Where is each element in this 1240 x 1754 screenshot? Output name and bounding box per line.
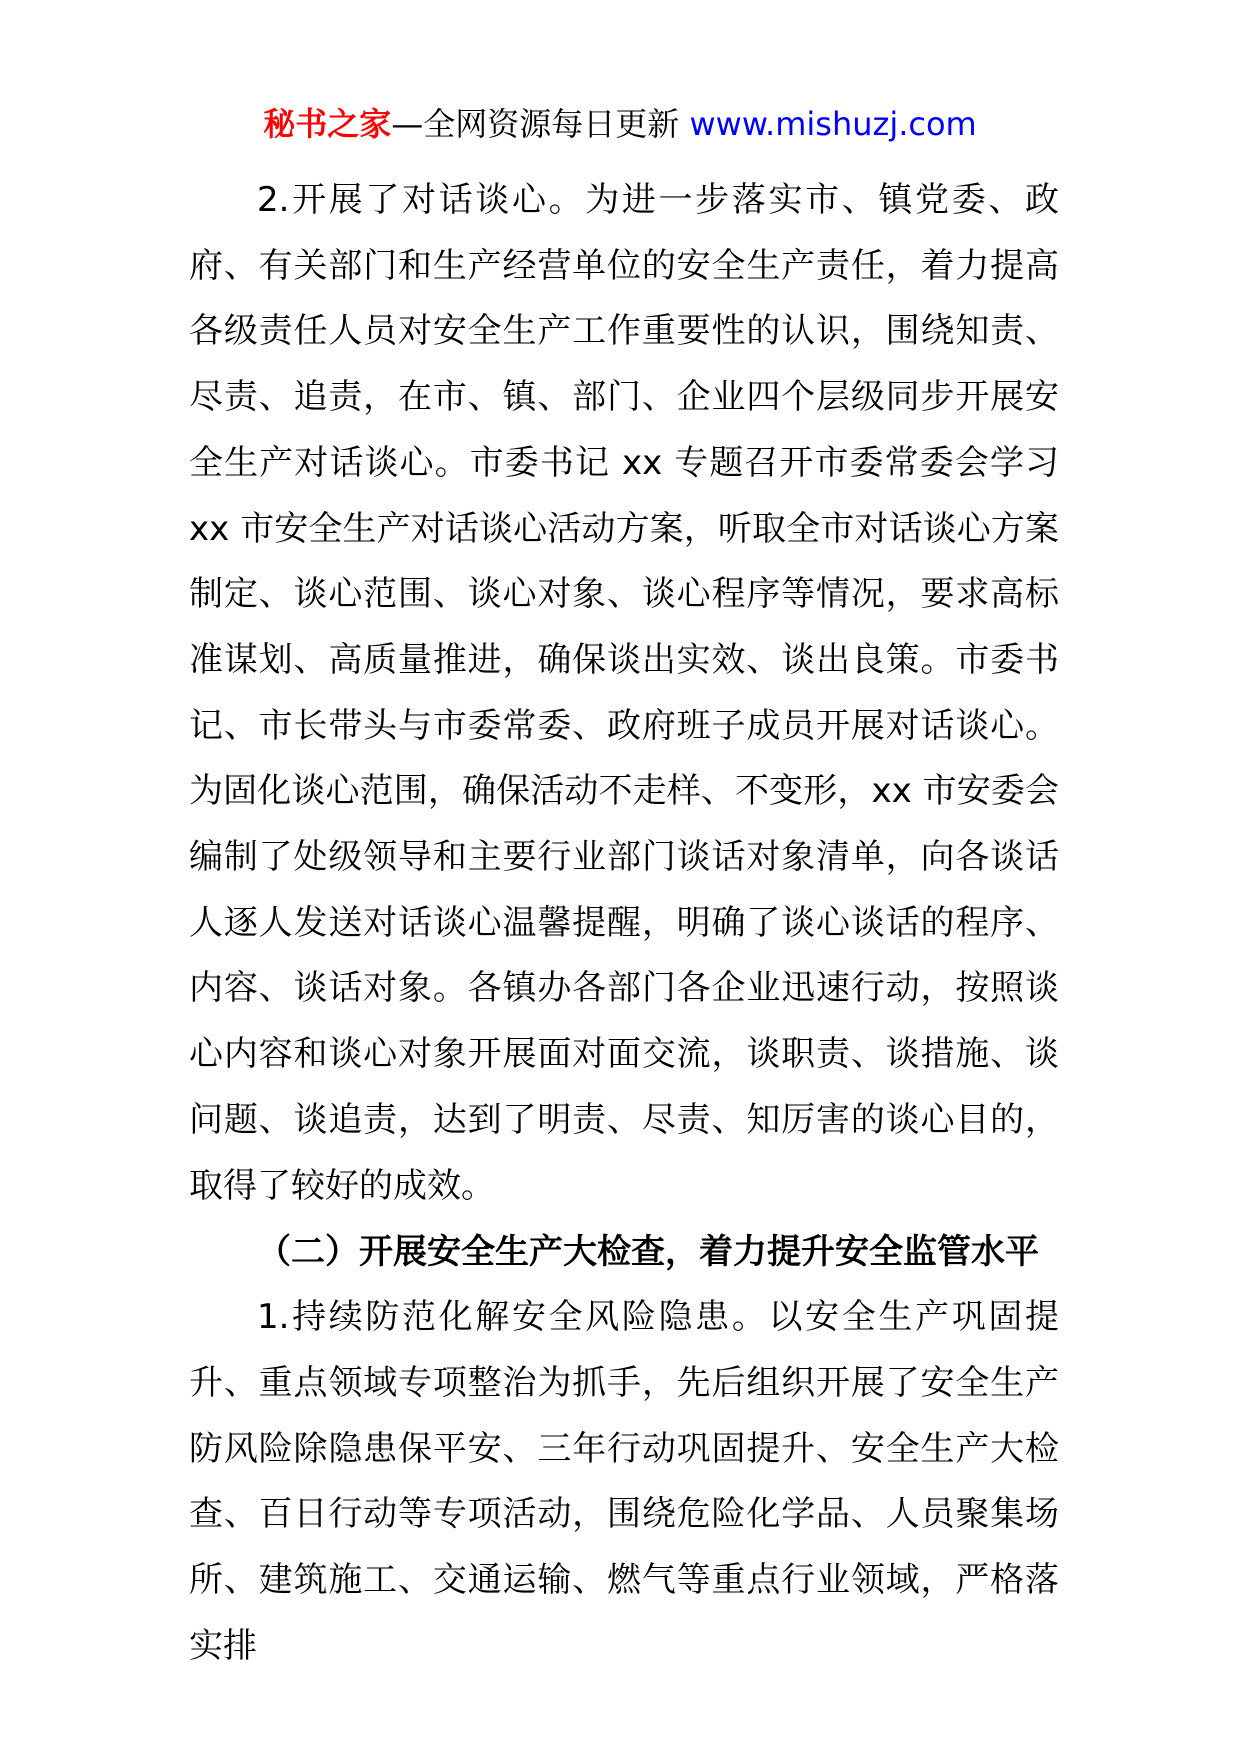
paragraph-dialogue-talks: 2.开展了对话谈心。为进一步落实市、镇党委、政府、有关部门和生产经营单位的安全生产责任，着力提高各级责任人员对安全生产工作重要性的认识，围绕知责、尽责、追责，在市、镇、部门、企业四个层级同步开展安全生产对话谈心。市委书记 xx 专题召开市委常委会学习 xx 市安全生产对话谈心活动方案，听取全市对话谈心方案制定、谈心范围、谈心对象、谈心程序等情况，要求高标准谋划、高质量推进，确保谈出实效、谈出良策。市委书记、市长带头与市委常委、政府班子成员开展对话谈心。为固化谈心范围，确保活动不走样、不变形，xx 市安委会编制了处级领导和主要行业部门谈话对象清单，向各谈话人逐人发送对话谈心温馨提醒，明确了谈心谈话的程序、内容、谈话对象。各镇办各部门各企业迅速行动，按照谈心内容和谈心对象开展面对面交流，谈职责、谈措施、谈问题、谈追责，达到了明责、尽责、知厉害的谈心目的，取得了较好的成效。: [189, 180, 1059, 1206]
watermark-header: [0, 104, 1240, 144]
site-url-link[interactable]: www.mishuzj.com: [689, 105, 977, 143]
document-body: [189, 168, 1059, 1679]
paragraph-risk-prevention: 1.持续防范化解安全风险隐患。以安全生产巩固提升、重点领域专项整治为抓手，先后组织开展了安全生产防风险除隐患保平安、三年行动巩固提升、安全生产大检查、百日行动等专项活动，围绕危险化学品、人员聚集场所、建筑施工、交通运输、燃气等重点行业领域，严格落实排: [189, 1297, 1059, 1666]
section-heading: （二）开展安全生产大检查，着力提升安全监管水平: [257, 1232, 1039, 1273]
header-tagline: —全网资源每日更新: [391, 105, 680, 143]
brand-name: 秘书之家: [263, 105, 392, 143]
